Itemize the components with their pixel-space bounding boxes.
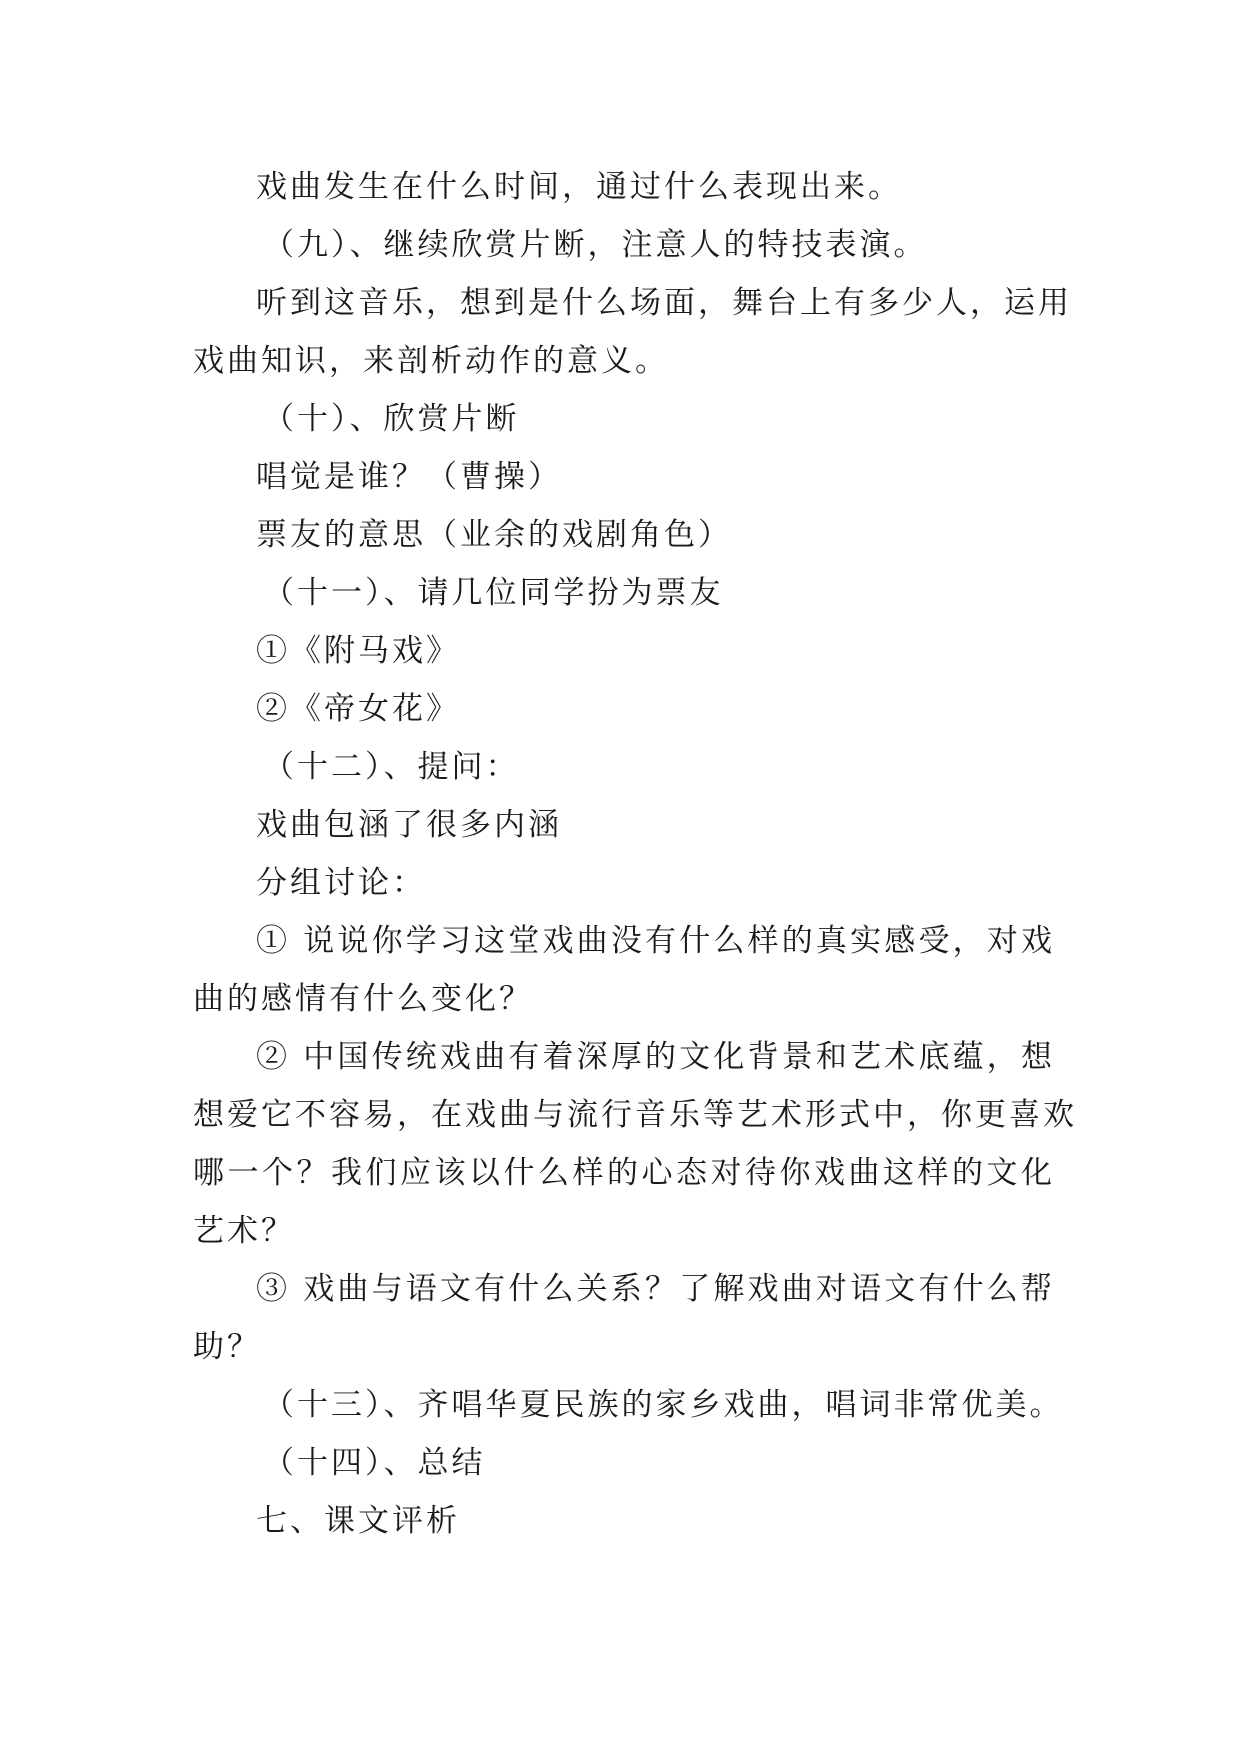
paragraph-line: 想爱它不容易，在戏曲与流行音乐等艺术形式中，你更喜欢 <box>193 1097 1077 1133</box>
paragraph-line: 戏曲包涵了很多内涵 <box>256 807 562 843</box>
paragraph-line: 艺术？ <box>193 1213 295 1249</box>
discussion-item-1: ① 说说你学习这堂戏曲没有什么样的真实感受，对戏 <box>256 923 1055 959</box>
paragraph-line: 哪一个？我们应该以什么样的心态对待你戏曲这样的文化 <box>193 1155 1055 1191</box>
section-heading-13: （十三）、齐唱华夏民族的家乡戏曲，唱词非常优美。 <box>263 1387 1064 1423</box>
section-heading-7: 七、课文评析 <box>256 1503 460 1539</box>
paragraph-line: 唱觉是谁？（曹操） <box>256 459 562 495</box>
paragraph-line: 分组讨论： <box>256 865 426 901</box>
document-body <box>193 158 1077 1550</box>
paragraph-line: 戏曲发生在什么时间，通过什么表现出来。 <box>256 169 902 205</box>
section-heading-9: （九）、继续欣赏片断，注意人的特技表演。 <box>263 227 928 263</box>
paragraph-line: 戏曲知识，来剖析动作的意义。 <box>193 343 669 379</box>
paragraph-line: 曲的感情有什么变化？ <box>193 981 533 1017</box>
paragraph-line: 听到这音乐，想到是什么场面，舞台上有多少人，运用 <box>256 285 1072 321</box>
paragraph-line: 票友的意思（业余的戏剧角色） <box>256 517 732 553</box>
discussion-item-3: ③ 戏曲与语文有什么关系？了解戏曲对语文有什么帮 <box>256 1271 1055 1307</box>
section-heading-14: （十四）、总结 <box>263 1445 486 1481</box>
section-heading-10: （十）、欣赏片断 <box>263 401 520 437</box>
list-item: ①《附马戏》 <box>256 633 460 669</box>
paragraph-line: 助？ <box>193 1329 261 1365</box>
section-heading-11: （十一）、请几位同学扮为票友 <box>263 575 724 611</box>
list-item: ②《帝女花》 <box>256 691 460 727</box>
section-heading-12: （十二）、提问： <box>263 749 520 785</box>
discussion-item-2: ② 中国传统戏曲有着深厚的文化背景和艺术底蕴，想 <box>256 1039 1055 1075</box>
